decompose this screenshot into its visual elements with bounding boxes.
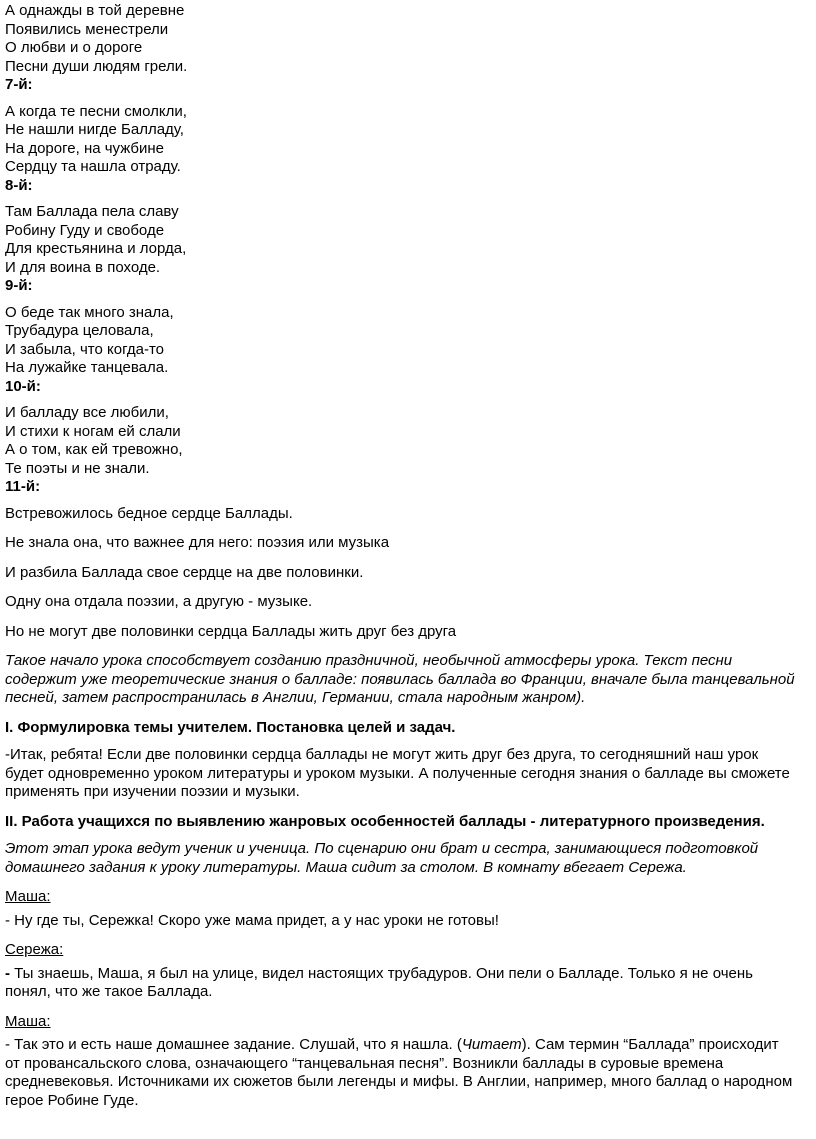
section-number: I bbox=[5, 718, 10, 736]
poem-stanza bbox=[5, 2, 796, 95]
verse-label: 10-й: bbox=[5, 377, 41, 395]
poem-line: Робину Гуду и свободе bbox=[5, 221, 165, 239]
poem-line: А о том, как ей тревожно, bbox=[5, 441, 183, 458]
section-text: -Итак, ребята! Если две половинки сердца баллады не могут жить друг без друга, то сегодняшний наш урок будет одновременно уроком литературы и уроком музыки. А полученные сегодня знания о балладе вы сможете применять при изучении поэзии и музыки. bbox=[5, 746, 790, 800]
poem-stanza bbox=[5, 103, 796, 196]
dialogue-line: - Ну где ты, Сережка! Скоро уже мама придет, а у нас уроки не готовы! bbox=[5, 911, 499, 929]
section-heading: II. Работа учащихся по выявлению жанровых особенностей баллады - литературного произведения. bbox=[5, 812, 765, 830]
dialogue-line bbox=[5, 965, 796, 1002]
poem-line: Появились менестрели bbox=[5, 20, 169, 38]
section-title: . Формулировка темы учителем. Постановка целей и задач. bbox=[9, 718, 456, 736]
verse-label: 9-й: bbox=[5, 277, 33, 294]
poem-line: Трубадура целовала, bbox=[5, 322, 154, 339]
stage-direction: Читает bbox=[461, 1036, 522, 1053]
speaker-name: Сережа: bbox=[5, 941, 64, 958]
poem-line: На лужайке танцевала. bbox=[5, 359, 169, 376]
poem-stanza bbox=[5, 203, 796, 296]
poem-line: И забыла, что когда-то bbox=[5, 340, 165, 358]
dialogue-text: ). Сам термин “Баллада” происходит от провансальского слова, означающего “танцевальная песня”. Возникли баллады в суровые времена средневековья. Источниками их сюжетов были легенды и мифы. В Англии, например, много баллад о народном герое Робине Гуде. bbox=[5, 1036, 793, 1109]
speaker-name: Маша: bbox=[5, 1012, 51, 1030]
speaker-name: Маша: bbox=[5, 888, 51, 905]
poem-line: О любви и о дороге bbox=[5, 39, 143, 56]
poem-line: На дороге, на чужбине bbox=[5, 139, 165, 157]
poem-stanza bbox=[5, 404, 796, 497]
poem-line: Не нашли нигде Балладу, bbox=[5, 121, 184, 138]
prose-line: И разбила Баллада свое сердце на две половинки. bbox=[5, 563, 364, 581]
dialogue-dash: - bbox=[5, 964, 10, 982]
poem-line: Там Баллада пела славу bbox=[5, 203, 179, 220]
lesson-commentary: Такое начало урока способствует созданию праздничной, необычной атмосферы урока. Текст песни содержит уже теоретические знания о балладе: появилась баллада во Франции, вначале была танцевальной песней, затем распространилась в Англии, Германии, стала народным жанром). bbox=[5, 652, 795, 706]
prose-line: Но не могут две половинки сердца Баллады жить друг без друга bbox=[5, 622, 457, 640]
poem-line: И для воина в походе. bbox=[5, 258, 161, 276]
poem-line: Для крестьянина и лорда, bbox=[5, 240, 187, 257]
prose-line: Одну она отдала поэзии, а другую - музыке. bbox=[5, 593, 313, 610]
verse-label: 7-й: bbox=[5, 76, 33, 93]
poem-line: А однажды в той деревне bbox=[5, 2, 185, 19]
dialogue-line bbox=[5, 1036, 796, 1110]
poem-line: А когда те песни смолкли, bbox=[5, 102, 187, 120]
verse-label: 8-й: bbox=[5, 176, 33, 194]
section-commentary: Этот этап урока ведут ученик и ученица. По сценарию они брат и сестра, занимающиеся подготовкой домашнего задания к уроку литературы. Маша сидит за столом. В комнату вбегает Сережа. bbox=[5, 840, 759, 876]
poem-line: О беде так много знала, bbox=[5, 303, 174, 321]
poem-stanza bbox=[5, 304, 796, 397]
dialogue-text: - Так это и есть наше домашнее задание. Слушай, что я нашла. ( bbox=[5, 1036, 462, 1053]
poem-line: Те поэты и не знали. bbox=[5, 459, 150, 477]
poem-line: И стихи к ногам ей слали bbox=[5, 422, 181, 440]
section-heading bbox=[5, 719, 796, 738]
prose-line: Не знала она, что важнее для него: поэзия или музыка bbox=[5, 534, 390, 551]
dialogue-text: Ты знаешь, Маша, я был на улице, видел настоящих трубадуров. Они пели о Балладе. Только я не очень понял, что же такое Баллада. bbox=[5, 964, 753, 1000]
verse-label: 11-й: bbox=[5, 478, 41, 495]
prose-line: Встревожилось бедное сердце Баллады. bbox=[5, 504, 293, 522]
poem-line: Песни души людям грели. bbox=[5, 57, 188, 75]
poem-line: И балладу все любили, bbox=[5, 404, 169, 421]
poem-line: Сердцу та нашла отраду. bbox=[5, 158, 181, 175]
